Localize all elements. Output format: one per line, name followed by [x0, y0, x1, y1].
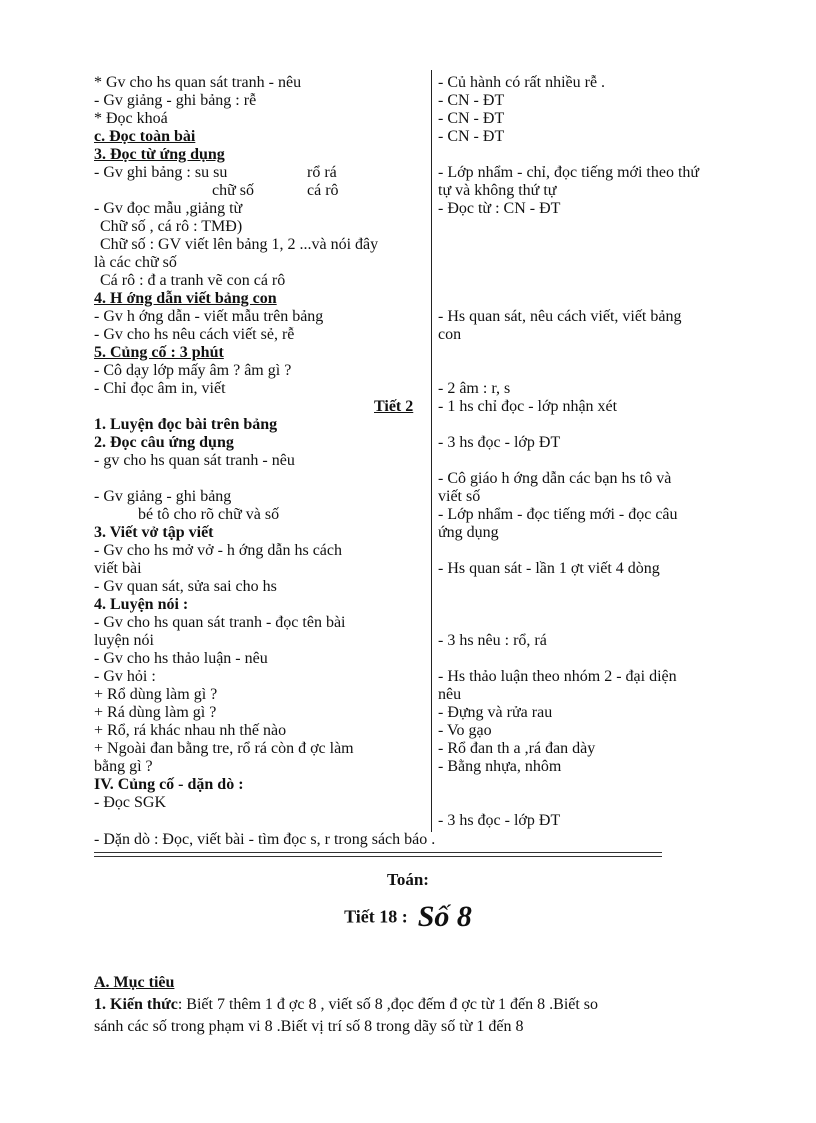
objective-item-1 [94, 996, 598, 1014]
teacher-activity-line: - gv cho hs quan sát tranh - nêu [94, 452, 295, 469]
student-activity-line: - Lớp nhẩm - chỉ, đọc tiếng mới theo thứ [438, 164, 700, 181]
objective-item-1-text: : Biết 7 thêm 1 đ ợc 8 , viết số 8 ,đọc đếm đ ợc từ 1 đến 8 .Biết so [177, 996, 599, 1013]
teacher-activity-line: là các chữ số [94, 254, 177, 271]
teacher-activity-line: Tiết 2 [374, 398, 414, 415]
student-activity-line: - Hs quan sát - lần 1 ợt viết 4 dòng [438, 560, 660, 577]
student-activity-line: - CN - ĐT [438, 128, 505, 145]
teacher-activity-line: 2. Đọc câu ứng dụng [94, 434, 234, 451]
teacher-activity-line: + Rá dùng làm gì ? [94, 704, 217, 721]
objective-item-1-continued: sánh các số trong phạm vi 8 .Biết vị trí số 8 trong dãy số từ 1 đến 8 [94, 1018, 524, 1035]
separator-line-top [94, 852, 662, 853]
student-activity-line: - 3 hs nêu : rổ, rá [438, 632, 547, 649]
teacher-activity-line: - Gv quan sát, sửa sai cho hs [94, 578, 277, 595]
teacher-activity-line: - Gv cho hs thảo luận - nêu [94, 650, 268, 667]
separator-line-bottom [94, 856, 662, 857]
objectives-heading: A. Mục tiêu [94, 974, 175, 991]
student-activity-line: - Đọc từ : CN - ĐT [438, 200, 561, 217]
teacher-activity-line: Chữ số , cá rô : TMĐ) [100, 218, 243, 235]
teacher-activity-line: bằng gì ? [94, 758, 153, 775]
teacher-activity-line: - Gv ghi bảng : su su [94, 164, 228, 181]
teacher-activity-line: chữ số [212, 182, 254, 199]
teacher-activity-line: viết bài [94, 560, 142, 577]
teacher-activity-line: * Đọc khoá [94, 110, 168, 127]
lesson-title [0, 900, 816, 934]
teacher-activity-line: * Gv cho hs quan sát tranh - nêu [94, 74, 302, 91]
student-activity-line: - 2 âm : r, s [438, 380, 511, 397]
student-activity-line: - Hs thảo luận theo nhóm 2 - đại diện [438, 668, 677, 685]
student-activity-line: - Vo gạo [438, 722, 492, 739]
teacher-activity-line: 4. Luyện nói : [94, 596, 189, 613]
teacher-activity-line: 3. Viết vở tập viết [94, 524, 214, 541]
lesson-name: Số 8 [417, 900, 472, 933]
student-activity-line: con [438, 326, 462, 343]
teacher-activity-line: cá rô [307, 182, 339, 199]
teacher-activity-line: - Gv h ớng dẫn - viết mẫu trên bảng [94, 308, 324, 325]
teacher-activity-line: - Gv giảng - ghi bảng [94, 488, 232, 505]
teacher-activity-line: 4. H ớng dẫn viết bảng con [94, 290, 277, 307]
teacher-activity-line: - Đọc SGK [94, 794, 166, 811]
student-activity-line: nêu [438, 686, 462, 703]
objective-item-1-label: 1. Kiến thức [94, 996, 178, 1013]
student-activity-line: - 3 hs đọc - lớp ĐT [438, 812, 561, 829]
student-activity-line: - Cô giáo h ớng dẫn các bạn hs tô và [438, 470, 672, 487]
teacher-activity-line: IV. Củng cố - dặn dò : [94, 776, 244, 793]
student-activity-line: - Lớp nhẩm - đọc tiếng mới - đọc câu [438, 506, 678, 523]
teacher-activity-line: - Gv cho hs quan sát tranh - đọc tên bài [94, 614, 346, 631]
student-activity-line: - 3 hs đọc - lớp ĐT [438, 434, 561, 451]
teacher-activity-line: bé tô cho rõ chữ và số [138, 506, 280, 523]
teacher-activity-line: luyện nói [94, 632, 154, 649]
teacher-activity-line: rổ rá [307, 164, 337, 181]
subject-title: Toán: [387, 870, 429, 889]
student-activity-line: - Hs quan sát, nêu cách viết, viết bảng [438, 308, 682, 325]
teacher-activity-line: + Rổ, rá khác nhau nh thế nào [94, 722, 287, 739]
student-activity-line: - 1 hs chỉ đọc - lớp nhận xét [438, 398, 618, 415]
teacher-activity-line: 5. Củng cố : 3 phút [94, 344, 224, 361]
teacher-activity-line: c. Đọc toàn bài [94, 128, 196, 145]
lesson-label: Tiết 18 : [344, 906, 408, 927]
teacher-activity-line: Chữ số : GV viết lên bảng 1, 2 ...và nói đây [100, 236, 379, 253]
teacher-activity-line: - Gv cho hs nêu cách viết sẻ, rễ [94, 326, 295, 343]
column-divider [431, 70, 432, 832]
student-activity-line: ứng dụng [438, 524, 499, 541]
teacher-activity-line: - Chỉ đọc âm in, viết [94, 380, 226, 397]
teacher-activity-line: - Gv đọc mẫu ,giảng từ [94, 200, 243, 217]
student-activity-line: - Đựng và rửa rau [438, 704, 553, 721]
teacher-activity-line: - Gv giảng - ghi bảng : rễ [94, 92, 257, 109]
teacher-activity-line: + Ngoài đan bằng tre, rổ rá còn đ ợc làm [94, 740, 354, 757]
student-activity-line: - Rổ đan th a ,rá đan dày [438, 740, 596, 757]
student-activity-line: viết số [438, 488, 481, 505]
closing-instruction: - Dặn dò : Đọc, viết bài - tìm đọc s, r trong sách báo . [94, 831, 436, 848]
student-activity-line: - Bằng nhựa, nhôm [438, 758, 562, 775]
teacher-activity-line: - Gv hỏi : [94, 668, 156, 685]
student-activity-line: - CN - ĐT [438, 92, 505, 109]
student-activity-line: - CN - ĐT [438, 110, 505, 127]
teacher-activity-line: + Rổ dùng làm gì ? [94, 686, 218, 703]
student-activity-line: - Củ hành có rất nhiều rễ . [438, 74, 606, 91]
teacher-activity-line: - Gv cho hs mở vở - h ớng dẫn hs cách [94, 542, 342, 559]
teacher-activity-line: Cá rô : đ a tranh vẽ con cá rô [100, 272, 286, 289]
teacher-activity-line: - Cô dạy lớp mấy âm ? âm gì ? [94, 362, 292, 379]
student-activity-line: tự và không thứ tự [438, 182, 557, 199]
teacher-activity-line: 1. Luyện đọc bài trên bảng [94, 416, 278, 433]
teacher-activity-line: 3. Đọc từ ứng dụng [94, 146, 225, 163]
